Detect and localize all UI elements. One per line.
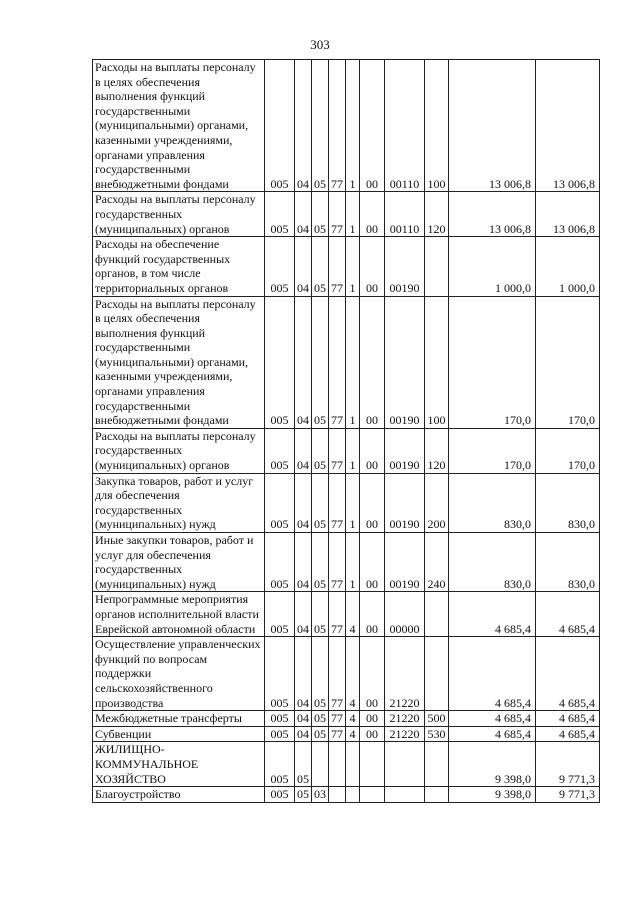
name-cell: Закупка товаров, работ и услуг для обеспечения государственных (муниципальных) нужд bbox=[93, 473, 265, 532]
name-cell: Расходы на выплаты персоналу государственных (муниципальных) органов bbox=[93, 428, 265, 473]
amount-second-year-cell: 4 685,4 bbox=[536, 592, 600, 637]
table-row bbox=[93, 533, 600, 592]
target-code-program-cell: 77 bbox=[329, 60, 346, 192]
table-body bbox=[93, 60, 600, 803]
section-code-cell: 04 bbox=[295, 637, 312, 711]
target-code-direction-cell: 00190 bbox=[385, 296, 425, 428]
amount-first-year-cell: 1 000,0 bbox=[449, 237, 536, 296]
ministry-code-cell: 005 bbox=[265, 742, 295, 787]
subsection-code-cell: 05 bbox=[312, 726, 329, 742]
target-code-subprogram-cell: 1 bbox=[346, 237, 360, 296]
page-number: 303 bbox=[310, 37, 330, 52]
amount-second-year-cell: 9 771,3 bbox=[536, 742, 600, 787]
table-row bbox=[93, 726, 600, 742]
ministry-code-cell: 005 bbox=[265, 637, 295, 711]
subsection-code-cell: 05 bbox=[312, 60, 329, 192]
ministry-code-cell: 005 bbox=[265, 192, 295, 237]
expense-type-cell: 240 bbox=[425, 533, 449, 592]
name-cell: Непрограммные мероприятия органов исполнительной власти Еврейской автономной области bbox=[93, 592, 265, 637]
table-row bbox=[93, 192, 600, 237]
amount-first-year-cell: 4 685,4 bbox=[449, 711, 536, 727]
target-code-program-cell bbox=[329, 787, 346, 803]
target-code-group-cell bbox=[360, 787, 385, 803]
target-code-direction-cell: 21220 bbox=[385, 726, 425, 742]
target-code-subprogram-cell: 4 bbox=[346, 726, 360, 742]
amount-first-year-cell: 170,0 bbox=[449, 296, 536, 428]
subsection-code-cell: 03 bbox=[312, 787, 329, 803]
name-cell: Расходы на выплаты персоналу государственных (муниципальных) органов bbox=[93, 192, 265, 237]
name-cell: Субвенции bbox=[93, 726, 265, 742]
amount-second-year-cell: 830,0 bbox=[536, 533, 600, 592]
target-code-group-cell: 00 bbox=[360, 637, 385, 711]
name-cell: Расходы на выплаты персоналу в целях обеспечения выполнения функций государственными (муниципальными) органами, казенными учреждениями, органами управления государственными внебюджетными фондами bbox=[93, 60, 265, 192]
subsection-code-cell: 05 bbox=[312, 237, 329, 296]
target-code-direction-cell: 00110 bbox=[385, 60, 425, 192]
amount-second-year-cell: 830,0 bbox=[536, 473, 600, 532]
target-code-group-cell: 00 bbox=[360, 592, 385, 637]
table-row bbox=[93, 637, 600, 711]
table-row bbox=[93, 296, 600, 428]
section-code-cell: 04 bbox=[295, 192, 312, 237]
target-code-subprogram-cell: 4 bbox=[346, 637, 360, 711]
amount-first-year-cell: 4 685,4 bbox=[449, 726, 536, 742]
section-code-cell: 04 bbox=[295, 473, 312, 532]
target-code-group-cell: 00 bbox=[360, 726, 385, 742]
target-code-program-cell: 77 bbox=[329, 192, 346, 237]
target-code-group-cell: 00 bbox=[360, 711, 385, 727]
target-code-subprogram-cell: 4 bbox=[346, 592, 360, 637]
amount-first-year-cell: 9 398,0 bbox=[449, 787, 536, 803]
target-code-program-cell: 77 bbox=[329, 473, 346, 532]
ministry-code-cell: 005 bbox=[265, 726, 295, 742]
expense-type-cell bbox=[425, 637, 449, 711]
target-code-direction-cell: 00190 bbox=[385, 533, 425, 592]
amount-first-year-cell: 170,0 bbox=[449, 428, 536, 473]
target-code-program-cell: 77 bbox=[329, 237, 346, 296]
target-code-program-cell: 77 bbox=[329, 637, 346, 711]
target-code-direction-cell: 00190 bbox=[385, 428, 425, 473]
target-code-program-cell: 77 bbox=[329, 726, 346, 742]
target-code-group-cell: 00 bbox=[360, 473, 385, 532]
ministry-code-cell: 005 bbox=[265, 473, 295, 532]
table-row bbox=[93, 787, 600, 803]
amount-second-year-cell: 170,0 bbox=[536, 296, 600, 428]
target-code-program-cell: 77 bbox=[329, 533, 346, 592]
target-code-program-cell: 77 bbox=[329, 296, 346, 428]
section-code-cell: 05 bbox=[295, 787, 312, 803]
target-code-subprogram-cell: 1 bbox=[346, 296, 360, 428]
ministry-code-cell: 005 bbox=[265, 428, 295, 473]
table-row bbox=[93, 592, 600, 637]
amount-first-year-cell: 13 006,8 bbox=[449, 192, 536, 237]
section-code-cell: 04 bbox=[295, 237, 312, 296]
amount-first-year-cell: 4 685,4 bbox=[449, 637, 536, 711]
budget-table bbox=[92, 59, 600, 803]
subsection-code-cell: 05 bbox=[312, 592, 329, 637]
amount-first-year-cell: 830,0 bbox=[449, 533, 536, 592]
expense-type-cell: 100 bbox=[425, 296, 449, 428]
target-code-subprogram-cell: 1 bbox=[346, 533, 360, 592]
section-code-cell: 04 bbox=[295, 60, 312, 192]
section-code-cell: 04 bbox=[295, 296, 312, 428]
target-code-program-cell bbox=[329, 742, 346, 787]
ministry-code-cell: 005 bbox=[265, 533, 295, 592]
ministry-code-cell: 005 bbox=[265, 787, 295, 803]
target-code-subprogram-cell: 4 bbox=[346, 711, 360, 727]
amount-first-year-cell: 4 685,4 bbox=[449, 592, 536, 637]
expense-type-cell bbox=[425, 237, 449, 296]
name-cell: Расходы на выплаты персоналу в целях обеспечения выполнения функций государственными (муниципальными) органами, казенными учреждениями, органами управления государственными внебюджетными фондами bbox=[93, 296, 265, 428]
target-code-subprogram-cell: 1 bbox=[346, 60, 360, 192]
target-code-direction-cell bbox=[385, 787, 425, 803]
table-row bbox=[93, 742, 600, 787]
target-code-direction-cell: 21220 bbox=[385, 711, 425, 727]
table-row bbox=[93, 711, 600, 727]
amount-second-year-cell: 1 000,0 bbox=[536, 237, 600, 296]
target-code-group-cell: 00 bbox=[360, 192, 385, 237]
ministry-code-cell: 005 bbox=[265, 592, 295, 637]
target-code-group-cell: 00 bbox=[360, 60, 385, 192]
target-code-subprogram-cell: 1 bbox=[346, 192, 360, 237]
amount-second-year-cell: 170,0 bbox=[536, 428, 600, 473]
name-cell: ЖИЛИЩНО-КОММУНАЛЬНОЕ ХОЗЯЙСТВО bbox=[93, 742, 265, 787]
expense-type-cell: 200 bbox=[425, 473, 449, 532]
ministry-code-cell: 005 bbox=[265, 711, 295, 727]
table-row bbox=[93, 60, 600, 192]
subsection-code-cell: 05 bbox=[312, 533, 329, 592]
amount-second-year-cell: 13 006,8 bbox=[536, 60, 600, 192]
name-cell: Иные закупки товаров, работ и услуг для обеспечения государственных (муниципальных) нужд bbox=[93, 533, 265, 592]
target-code-direction-cell: 00190 bbox=[385, 237, 425, 296]
section-code-cell: 04 bbox=[295, 592, 312, 637]
target-code-group-cell: 00 bbox=[360, 428, 385, 473]
table-row bbox=[93, 428, 600, 473]
name-cell: Межбюджетные трансферты bbox=[93, 711, 265, 727]
subsection-code-cell: 05 bbox=[312, 428, 329, 473]
name-cell: Расходы на обеспечение функций государственных органов, в том числе территориальных органов bbox=[93, 237, 265, 296]
target-code-group-cell: 00 bbox=[360, 533, 385, 592]
target-code-direction-cell: 00110 bbox=[385, 192, 425, 237]
expense-type-cell: 100 bbox=[425, 60, 449, 192]
expense-type-cell bbox=[425, 592, 449, 637]
target-code-program-cell: 77 bbox=[329, 592, 346, 637]
amount-second-year-cell: 9 771,3 bbox=[536, 787, 600, 803]
ministry-code-cell: 005 bbox=[265, 296, 295, 428]
expense-type-cell: 530 bbox=[425, 726, 449, 742]
amount-second-year-cell: 4 685,4 bbox=[536, 637, 600, 711]
amount-first-year-cell: 9 398,0 bbox=[449, 742, 536, 787]
target-code-direction-cell: 00190 bbox=[385, 473, 425, 532]
target-code-program-cell: 77 bbox=[329, 428, 346, 473]
expense-type-cell: 500 bbox=[425, 711, 449, 727]
target-code-direction-cell bbox=[385, 742, 425, 787]
section-code-cell: 04 bbox=[295, 533, 312, 592]
section-code-cell: 04 bbox=[295, 428, 312, 473]
table-row bbox=[93, 237, 600, 296]
name-cell: Благоустройство bbox=[93, 787, 265, 803]
target-code-direction-cell: 21220 bbox=[385, 637, 425, 711]
target-code-direction-cell: 00000 bbox=[385, 592, 425, 637]
section-code-cell: 05 bbox=[295, 742, 312, 787]
expense-type-cell: 120 bbox=[425, 192, 449, 237]
target-code-subprogram-cell: 1 bbox=[346, 473, 360, 532]
table-row bbox=[93, 473, 600, 532]
amount-first-year-cell: 13 006,8 bbox=[449, 60, 536, 192]
target-code-group-cell: 00 bbox=[360, 237, 385, 296]
section-code-cell: 04 bbox=[295, 726, 312, 742]
expense-type-cell: 120 bbox=[425, 428, 449, 473]
target-code-program-cell: 77 bbox=[329, 711, 346, 727]
ministry-code-cell: 005 bbox=[265, 237, 295, 296]
expense-type-cell bbox=[425, 742, 449, 787]
amount-second-year-cell: 4 685,4 bbox=[536, 726, 600, 742]
amount-second-year-cell: 13 006,8 bbox=[536, 192, 600, 237]
amount-first-year-cell: 830,0 bbox=[449, 473, 536, 532]
subsection-code-cell: 05 bbox=[312, 192, 329, 237]
section-code-cell: 04 bbox=[295, 711, 312, 727]
target-code-group-cell: 00 bbox=[360, 296, 385, 428]
amount-second-year-cell: 4 685,4 bbox=[536, 711, 600, 727]
ministry-code-cell: 005 bbox=[265, 60, 295, 192]
subsection-code-cell: 05 bbox=[312, 637, 329, 711]
subsection-code-cell: 05 bbox=[312, 296, 329, 428]
expense-type-cell bbox=[425, 787, 449, 803]
subsection-code-cell bbox=[312, 742, 329, 787]
target-code-subprogram-cell bbox=[346, 742, 360, 787]
subsection-code-cell: 05 bbox=[312, 711, 329, 727]
target-code-subprogram-cell: 1 bbox=[346, 428, 360, 473]
target-code-group-cell bbox=[360, 742, 385, 787]
name-cell: Осуществление управленческих функций по вопросам поддержки сельскохозяйственного производства bbox=[93, 637, 265, 711]
subsection-code-cell: 05 bbox=[312, 473, 329, 532]
target-code-subprogram-cell bbox=[346, 787, 360, 803]
